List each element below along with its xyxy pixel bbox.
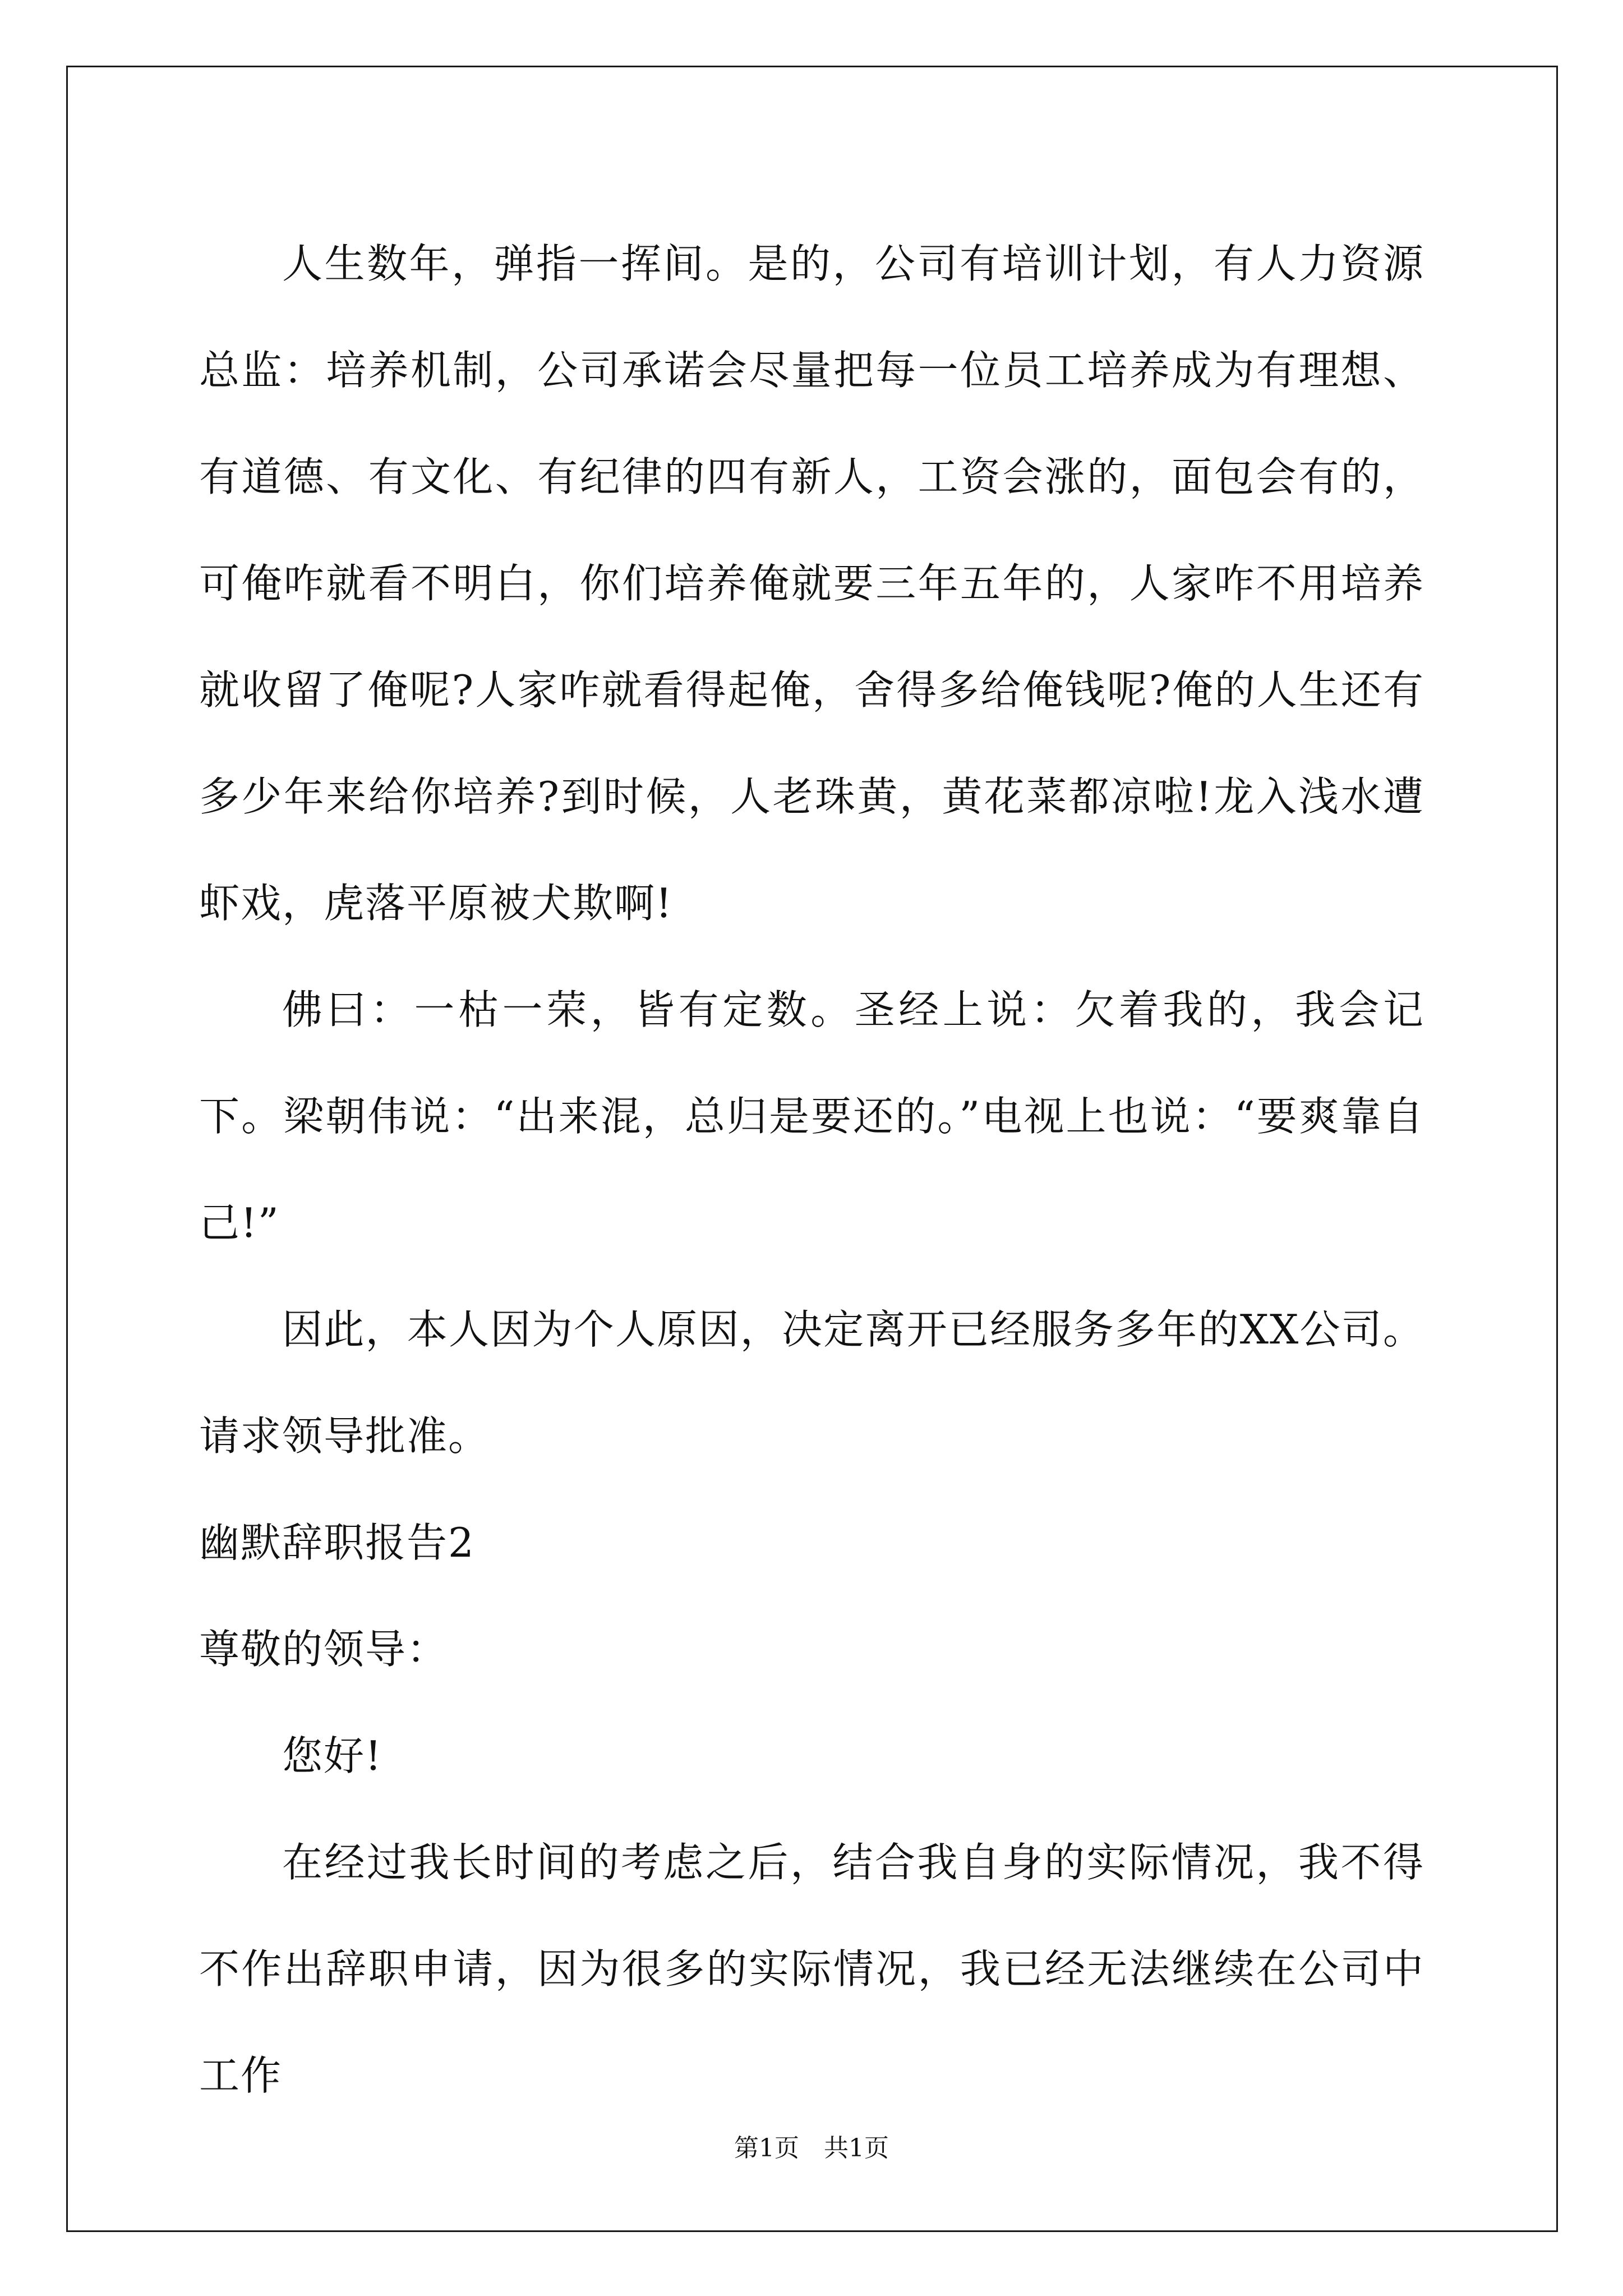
paragraph-2: 佛曰：一枯一荣，皆有定数。圣经上说：欠着我的，我会记下。梁朝伟说：“出来混，总归是要还的。”电视上也说：“要爽靠自己!” [199,986,1424,1246]
page-footer: 第1页 共1页 [734,2134,889,2162]
paragraph-1: 人生数年，弹指一挥间。是的，公司有培训计划，有人力资源总监：培养机制，公司承诺会尽量把每一位员工培养成为有理想、有道德、有文化、有纪律的四有新人，工资会涨的，面包会有的，可俺咋就看不明白，你们培养俺就要三年五年的，人家咋不用培养就收留了俺呢?人家咋就看得起俺，舍得多给俺钱呢?俺的人生还有多少年来给你培养?到时候，人老珠黄，黄花菜都凉啦!龙入浅水遭虾戏，虎落平原被犬欺啊! [199,240,1424,927]
greeting: 您好! [282,1732,382,1779]
document-body [199,210,1424,2129]
paragraph-3: 因此，本人因为个人原因，决定离开已经服务多年的XX公司。请求领导批准。 [199,1306,1424,1460]
paragraph-body: 在经过我长时间的考虑之后，结合我自身的实际情况，我不得不作出辞职申请，因为很多的实际情况，我已经无法继续在公司中工作 [199,1839,1424,2099]
section-heading: 幽默辞职报告2 [199,1519,475,1566]
salutation: 尊敬的领导： [199,1626,449,1673]
